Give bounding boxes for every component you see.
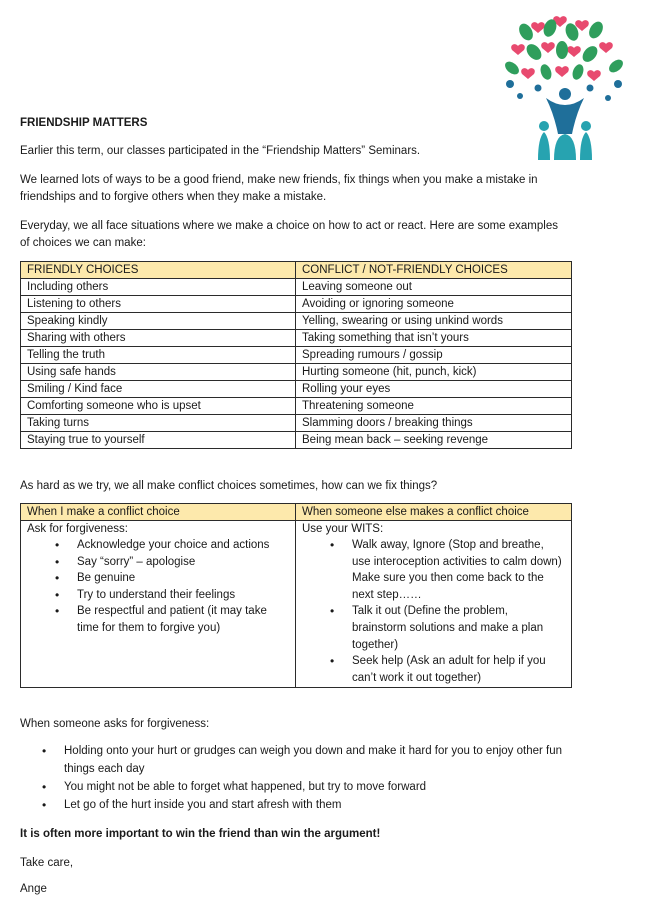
- list-item: • Try to understand their feelings: [77, 587, 289, 604]
- forgiveness-advice-list: [20, 742, 584, 814]
- my-conflict-header: When I make a conflict choice: [21, 504, 296, 521]
- forgiveness-intro: When someone asks for forgiveness:: [20, 718, 210, 730]
- friendly-choice-cell: Using safe hands: [21, 364, 296, 381]
- list-item: • Talk it out (Define the problem, brainstorm solutions and make a plan together): [352, 603, 565, 653]
- list-item: • Be genuine: [77, 570, 289, 587]
- friendly-choice-cell: Taking turns: [21, 415, 296, 432]
- table-header-row: [21, 504, 572, 521]
- friendly-choices-header: FRIENDLY CHOICES: [21, 262, 296, 279]
- table-row: [21, 347, 572, 364]
- wits-steps-list: [302, 537, 565, 686]
- table-row: [21, 296, 572, 313]
- forgiveness-cell: [21, 521, 296, 688]
- list-item: • Say “sorry” – apologise: [77, 554, 289, 571]
- choices-table: [20, 261, 572, 449]
- conflict-choice-cell: Yelling, swearing or using unkind words: [296, 313, 572, 330]
- list-item: • Let go of the hurt inside you and start afresh with them: [64, 796, 584, 814]
- conflict-choice-cell: Threatening someone: [296, 398, 572, 415]
- forgiveness-steps-list: [27, 537, 289, 637]
- table-row: [21, 279, 572, 296]
- friendly-choice-cell: Including others: [21, 279, 296, 296]
- conflict-choice-cell: Being mean back – seeking revenge: [296, 432, 572, 449]
- table-row: [21, 364, 572, 381]
- table-header-row: [21, 262, 572, 279]
- page-title: FRIENDSHIP MATTERS: [20, 117, 148, 129]
- intro-paragraph-2: We learned lots of ways to be a good friend, make new friends, fix things when you make a mistake in friendships and to forgive others when they make a mistake.: [20, 174, 538, 203]
- conflict-choice-cell: Slamming doors / breaking things: [296, 415, 572, 432]
- intro-paragraph-3: Everyday, we all face situations where we make a choice on how to act or react. Here are some examples of choices we can make:: [20, 220, 558, 249]
- wits-cell: [296, 521, 572, 688]
- list-item: • Acknowledge your choice and actions: [77, 537, 289, 554]
- intro-paragraph-1: Earlier this term, our classes participated in the “Friendship Matters” Seminars.: [20, 145, 421, 157]
- list-item: • Holding onto your hurt or grudges can weigh you down and make it hard for you to enjoy other fun things each day: [64, 742, 584, 778]
- fix-things-table: [20, 503, 572, 688]
- conflict-intro: As hard as we try, we all make conflict choices sometimes, how can we fix things?: [20, 480, 438, 492]
- friendly-choice-cell: Listening to others: [21, 296, 296, 313]
- conflict-choice-cell: Avoiding or ignoring someone: [296, 296, 572, 313]
- signature: Ange: [20, 883, 47, 895]
- conflict-choice-cell: Rolling your eyes: [296, 381, 572, 398]
- list-item: • Walk away, Ignore (Stop and breathe, use interoception activities to calm down) Make sure you then come back to the next step……: [352, 537, 565, 603]
- conflict-choice-cell: Spreading rumours / gossip: [296, 347, 572, 364]
- friendly-choice-cell: Speaking kindly: [21, 313, 296, 330]
- table-row: [21, 521, 572, 688]
- friendly-choice-cell: Comforting someone who is upset: [21, 398, 296, 415]
- conflict-choice-cell: Leaving someone out: [296, 279, 572, 296]
- ask-forgiveness-heading: Ask for forgiveness:: [27, 523, 128, 535]
- tree-of-hands-logo-icon: [498, 14, 632, 162]
- friendly-choice-cell: Telling the truth: [21, 347, 296, 364]
- list-item: • Be respectful and patient (it may take time for them to forgive you): [77, 603, 289, 636]
- signoff: Take care,: [20, 857, 74, 869]
- friendly-choice-cell: Sharing with others: [21, 330, 296, 347]
- conflict-choice-cell: Hurting someone (hit, punch, kick): [296, 364, 572, 381]
- table-row: [21, 313, 572, 330]
- friendly-choice-cell: Smiling / Kind face: [21, 381, 296, 398]
- table-row: [21, 381, 572, 398]
- table-row: [21, 398, 572, 415]
- table-row: [21, 432, 572, 449]
- list-item: • Seek help (Ask an adult for help if you can’t work it out together): [352, 653, 565, 686]
- wits-heading: Use your WITS:: [302, 523, 384, 535]
- others-conflict-header: When someone else makes a conflict choice: [296, 504, 572, 521]
- conflict-choice-cell: Taking something that isn’t yours: [296, 330, 572, 347]
- closing-statement: It is often more important to win the friend than win the argument!: [20, 828, 381, 840]
- conflict-choices-header: CONFLICT / NOT-FRIENDLY CHOICES: [296, 262, 572, 279]
- table-row: [21, 415, 572, 432]
- friendly-choice-cell: Staying true to yourself: [21, 432, 296, 449]
- list-item: • You might not be able to forget what happened, but try to move forward: [64, 778, 584, 796]
- table-row: [21, 330, 572, 347]
